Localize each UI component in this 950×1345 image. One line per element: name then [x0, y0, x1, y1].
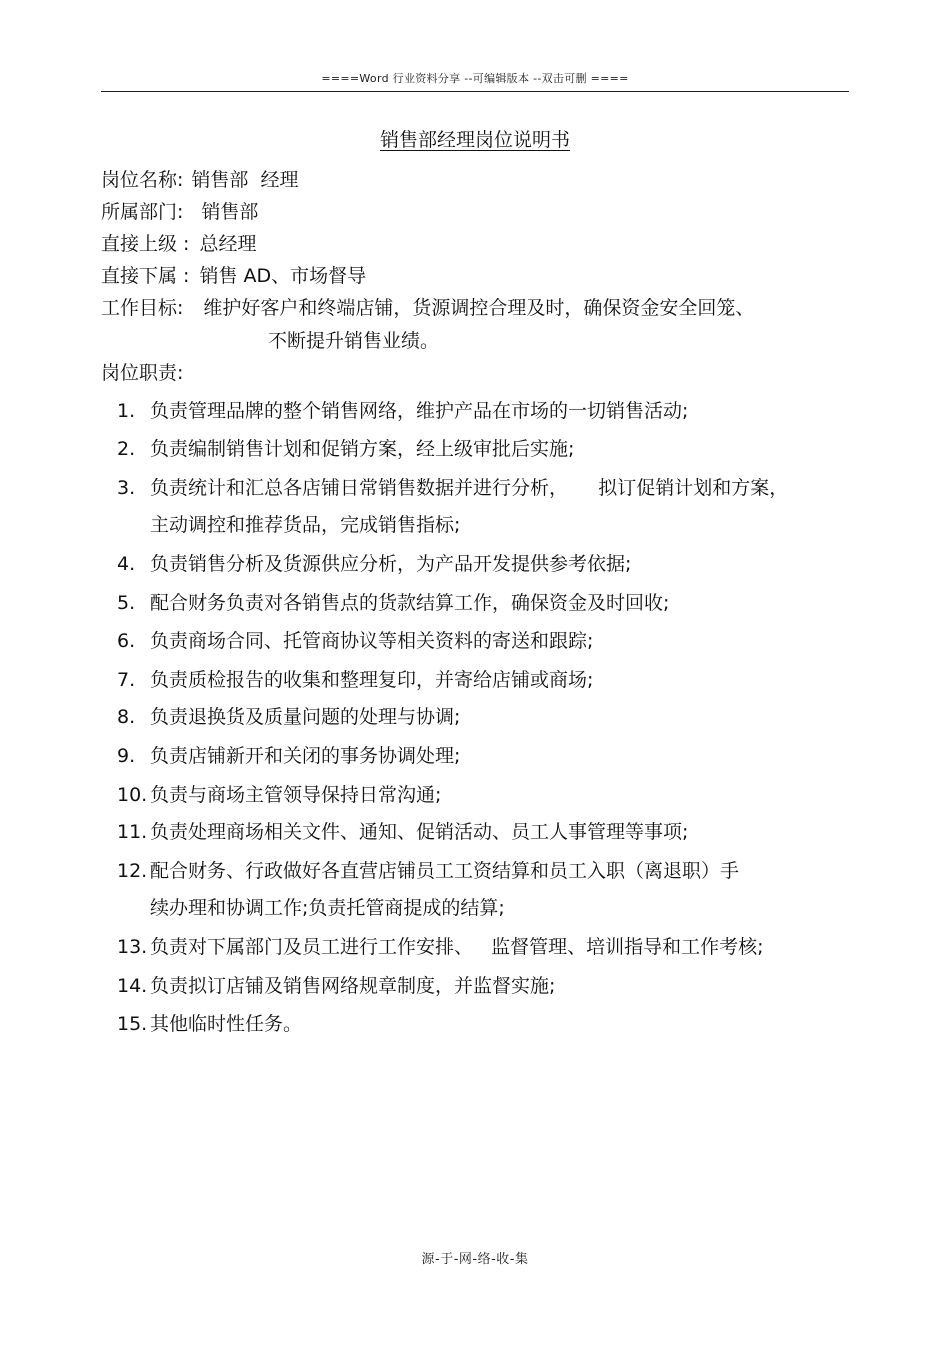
duty-item — [117, 820, 837, 844]
duty-text: 负责处理商场相关文件、通知、促销活动、员工人事管理等事项; — [150, 821, 689, 843]
duty-item — [117, 399, 837, 423]
duty-text: 负责统计和汇总各店铺日常销售数据并进行分析， 拟订促销计划和方案， — [150, 477, 789, 499]
duty-number: 12. — [117, 860, 148, 882]
page-header: ====Word 行业资料分享 --可编辑版本 --双击可删 ==== — [321, 72, 629, 85]
duty-text: 负责编制销售计划和促销方案，经上级审批后实施; — [150, 438, 575, 460]
duty-text: 负责退换货及质量问题的处理与协调; — [150, 706, 461, 728]
duty-text: 负责拟订店铺及销售网络规章制度，并监督实施; — [150, 975, 556, 997]
duty-number: 2. — [117, 438, 136, 460]
info-superior-value: 总经理 — [199, 233, 257, 255]
duty-number: 5. — [117, 592, 136, 614]
duty-item — [117, 783, 837, 807]
duty-text: 负责商场合同、托管商协议等相关资料的寄送和跟踪; — [150, 630, 594, 652]
info-subordinate-label: 直接下属 : — [101, 265, 190, 287]
info-goal — [101, 296, 754, 320]
duty-number: 13. — [117, 936, 148, 958]
duty-item — [117, 859, 837, 920]
header-divider — [101, 91, 849, 92]
duty-number: 6. — [117, 630, 136, 652]
duty-text: 负责店铺新开和关闭的事务协调处理; — [150, 745, 461, 767]
duty-text: 负责管理品牌的整个销售网络，维护产品在市场的一切销售活动; — [150, 400, 689, 422]
info-position-value: 销售部 经理 — [191, 169, 299, 191]
info-subordinate-value: 销售 AD、市场督导 — [199, 265, 367, 287]
duty-number: 14. — [117, 975, 148, 997]
duty-number: 7. — [117, 669, 136, 691]
info-goal-continuation: 不断提升销售业绩。 — [268, 330, 440, 352]
info-department-label: 所属部门: — [101, 201, 184, 223]
duties-heading: 岗位职责: — [101, 362, 184, 384]
duty-text: 配合财务负责对各销售点的货款结算工作，确保资金及时回收; — [150, 592, 670, 614]
duty-item — [117, 705, 837, 729]
duty-text: 配合财务、行政做好各直营店铺员工工资结算和员工入职（离退职）手 — [150, 860, 740, 882]
page-footer: 源-于-网-络-收-集 — [421, 1252, 529, 1267]
info-goal-label: 工作目标: — [101, 297, 184, 319]
duty-item — [117, 476, 837, 537]
duty-number: 9. — [117, 745, 136, 767]
info-department — [101, 200, 258, 224]
duty-number: 4. — [117, 553, 136, 575]
duty-text: 其他临时性任务。 — [150, 1013, 303, 1035]
duty-item — [117, 552, 837, 576]
info-subordinate — [101, 264, 366, 288]
duty-item — [117, 629, 837, 653]
info-superior-label: 直接上级 : — [101, 233, 190, 255]
duty-number: 11. — [117, 821, 148, 843]
info-position — [101, 168, 299, 192]
duty-text: 负责与商场主管领导保持日常沟通; — [150, 784, 442, 806]
info-goal-value: 维护好客户和终端店铺，货源调控合理及时，确保资金安全回笼、 — [203, 297, 755, 319]
duty-item — [117, 1012, 837, 1036]
duty-text-continuation: 续办理和协调工作;负责托管商提成的结算; — [150, 897, 505, 919]
duty-item — [117, 935, 837, 959]
duty-text: 负责质检报告的收集和整理复印，并寄给店铺或商场; — [150, 669, 594, 691]
duty-text: 负责对下属部门及员工进行工作安排、 监督管理、培训指导和工作考核; — [150, 936, 764, 958]
duty-item — [117, 668, 837, 692]
duty-number: 10. — [117, 784, 148, 806]
duty-item — [117, 437, 837, 461]
info-department-value: 销售部 — [201, 201, 259, 223]
duty-text: 负责销售分析及货源供应分析，为产品开发提供参考依据; — [150, 553, 632, 575]
duty-text-continuation: 主动调控和推荐货品，完成销售指标; — [150, 514, 461, 536]
duty-number: 3. — [117, 477, 136, 499]
duty-item — [117, 974, 837, 998]
duty-number: 15. — [117, 1013, 148, 1035]
document-title: 销售部经理岗位说明书 — [379, 129, 570, 151]
duty-item — [117, 744, 837, 768]
duty-number: 1. — [117, 400, 136, 422]
duty-number: 8. — [117, 706, 136, 728]
duty-item — [117, 591, 837, 615]
info-position-label: 岗位名称: — [101, 169, 184, 191]
info-superior — [101, 232, 256, 256]
